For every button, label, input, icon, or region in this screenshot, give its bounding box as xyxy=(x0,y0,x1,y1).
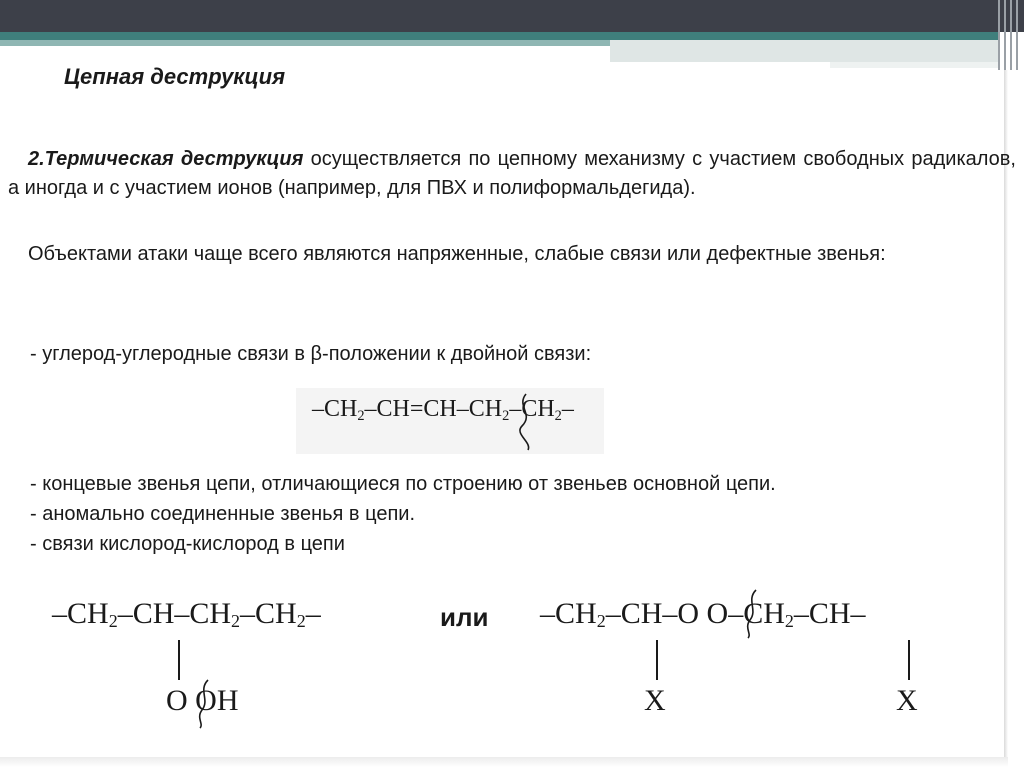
paragraph-attack-objects xyxy=(8,240,1016,269)
slide-title: Цепная деструкция xyxy=(64,64,286,89)
paragraph-attack-text: Объектами атаки чаще всего являются напряженные, слабые связи или дефектные звенья: xyxy=(28,243,886,265)
paragraph-thermal-destruction xyxy=(8,145,1016,203)
paragraph-lead: 2.Термическая деструкция xyxy=(28,148,304,170)
formula-peroxide-branch: $-CH_2-CH-CH_2-CH_2-$ xyxy=(52,597,321,631)
branch-bond-line xyxy=(178,640,180,680)
formula-beta-bond: $-CH_2-CH=CH-CH_2-CH_2-$ xyxy=(312,396,574,424)
substituent-x-2: X xyxy=(896,684,918,717)
bullet-end-groups: - концевые звенья цепи, отличающиеся по строению от звеньев основной цепи. xyxy=(30,473,776,495)
slide-shadow-bottom xyxy=(0,757,1008,767)
peroxide-cleavage-mark xyxy=(192,678,216,728)
header-light-bar xyxy=(610,40,1000,62)
header-light-bar-2 xyxy=(830,62,1000,68)
header-accent-bar xyxy=(0,32,1000,40)
paragraph-text: осуществляется по цепному механизму с участием свободных радикалов, а иногда и с участием ионов (например, для ПВХ и полиформальдегида). xyxy=(8,148,1016,199)
bond-cleavage-mark xyxy=(508,392,548,452)
bullet-beta-bonds: - углерод-углеродные связи в β-положении к двойной связи: xyxy=(30,343,592,365)
corner-stripes xyxy=(994,0,1024,70)
header-band xyxy=(0,0,1024,32)
bullet-oxygen-bonds: - связи кислород-кислород в цепи xyxy=(30,533,345,555)
substituent-bond-line-1 xyxy=(656,640,658,680)
formula-branch-group: O OH xyxy=(166,684,239,717)
substituent-x-1: X xyxy=(644,684,666,717)
formula-peroxide-chain: $-CH_2-CH-O$ $O-CH_2-CH-$ xyxy=(540,597,866,631)
chain-cleavage-mark xyxy=(740,588,764,638)
bullet-anomalous-units: - аномально соединенные звенья в цепи. xyxy=(30,503,416,525)
header-accent-bar-light xyxy=(0,40,610,46)
or-label: или xyxy=(440,602,489,632)
substituent-bond-line-2 xyxy=(908,640,910,680)
